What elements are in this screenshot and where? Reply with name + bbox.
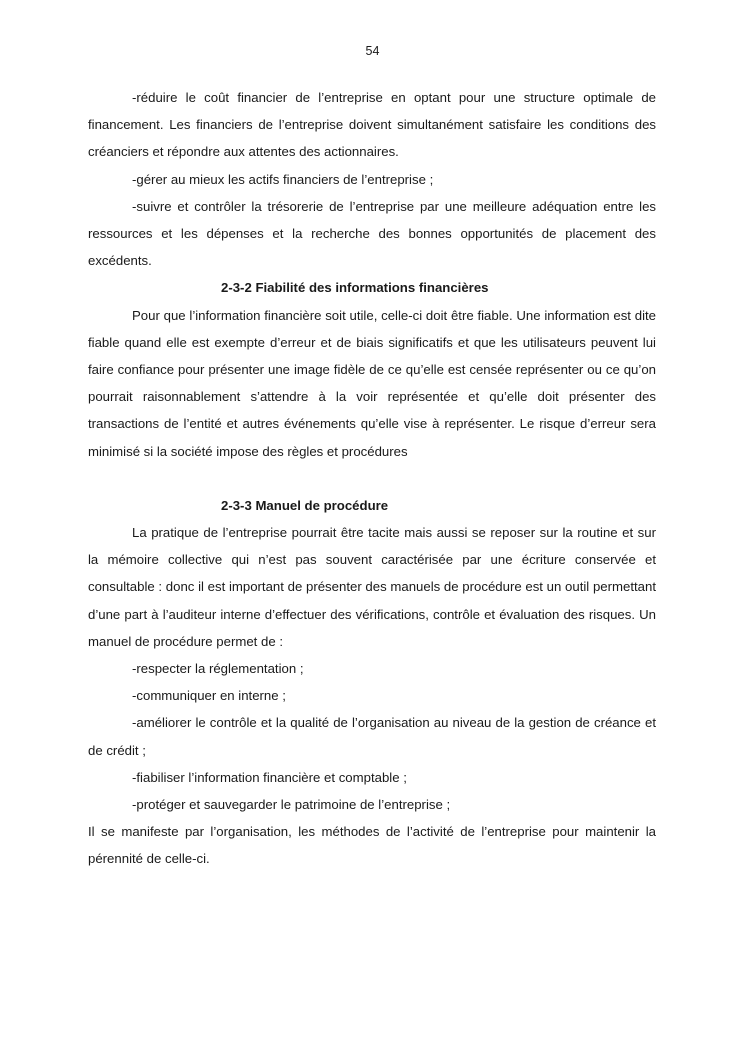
paragraph-procedure-manual: La pratique de l’entreprise pourrait être tacite mais aussi se reposer sur la routine et sur la mémoire collective qui n’est pas souvent caractérisée par une écriture conservée et consultable : donc il est important de présenter des manuels de procédure est un outil permettant d’une part à l’auditeur interne d’effectuer des vérifications, contrôle et évaluation des risques. Un manuel de procédure permet de : [88,525,656,649]
page-content [88,84,656,873]
section-heading-procedure-manual: 2-3-3 Manuel de procédure [221,497,389,513]
paragraph-cost-reduction: -réduire le coût financier de l’entreprise en optant pour une structure optimale de financement. Les financiers de l’entreprise doivent simultanément satisfaire les conditions des créanciers et répondre aux attentes des actionnaires. [88,90,656,160]
spacer [88,465,656,492]
list-item: -communiquer en interne ; [132,688,286,704]
list-item: -protéger et sauvegarder le patrimoine de l’entreprise ; [132,797,451,813]
list-item: -fiabiliser l’information financière et comptable ; [132,769,407,785]
paragraph-financial-assets: -gérer au mieux les actifs financiers de l’entreprise ; [132,171,434,187]
section-heading-reliability: 2-3-2 Fiabilité des informations financières [221,280,489,296]
paragraph-closing: Il se manifeste par l’organisation, les méthodes de l’activité de l’entreprise pour maintenir la pérennité de celle-ci. [88,824,656,867]
page-number: 54 [365,44,380,58]
paragraph-treasury: -suivre et contrôler la trésorerie de l’entreprise par une meilleure adéquation entre les ressources et les dépenses et la recherche des bonnes opportunités de placement des excédents. [88,198,656,269]
list-item: -respecter la réglementation ; [132,661,304,677]
list-item: -améliorer le contrôle et la qualité de l’organisation au niveau de la gestion de créance et de crédit ; [88,715,656,758]
paragraph-reliability: Pour que l’information financière soit utile, celle-ci doit être fiable. Une information est dite fiable quand elle est exempte d’erreur et de biais significatifs et que les utilisateurs peuvent lui faire confiance pour présenter une image fidèle de ce qu’elle est censée représenter ou ce qu’on pourrait raisonnablement s’attendre à la voir représentée et qu’elle doit présenter des transactions de l’entité et autres événements qu’elle vise à représenter. Le risque d’erreur sera minimisé si la société impose des règles et procédures [88,307,656,459]
